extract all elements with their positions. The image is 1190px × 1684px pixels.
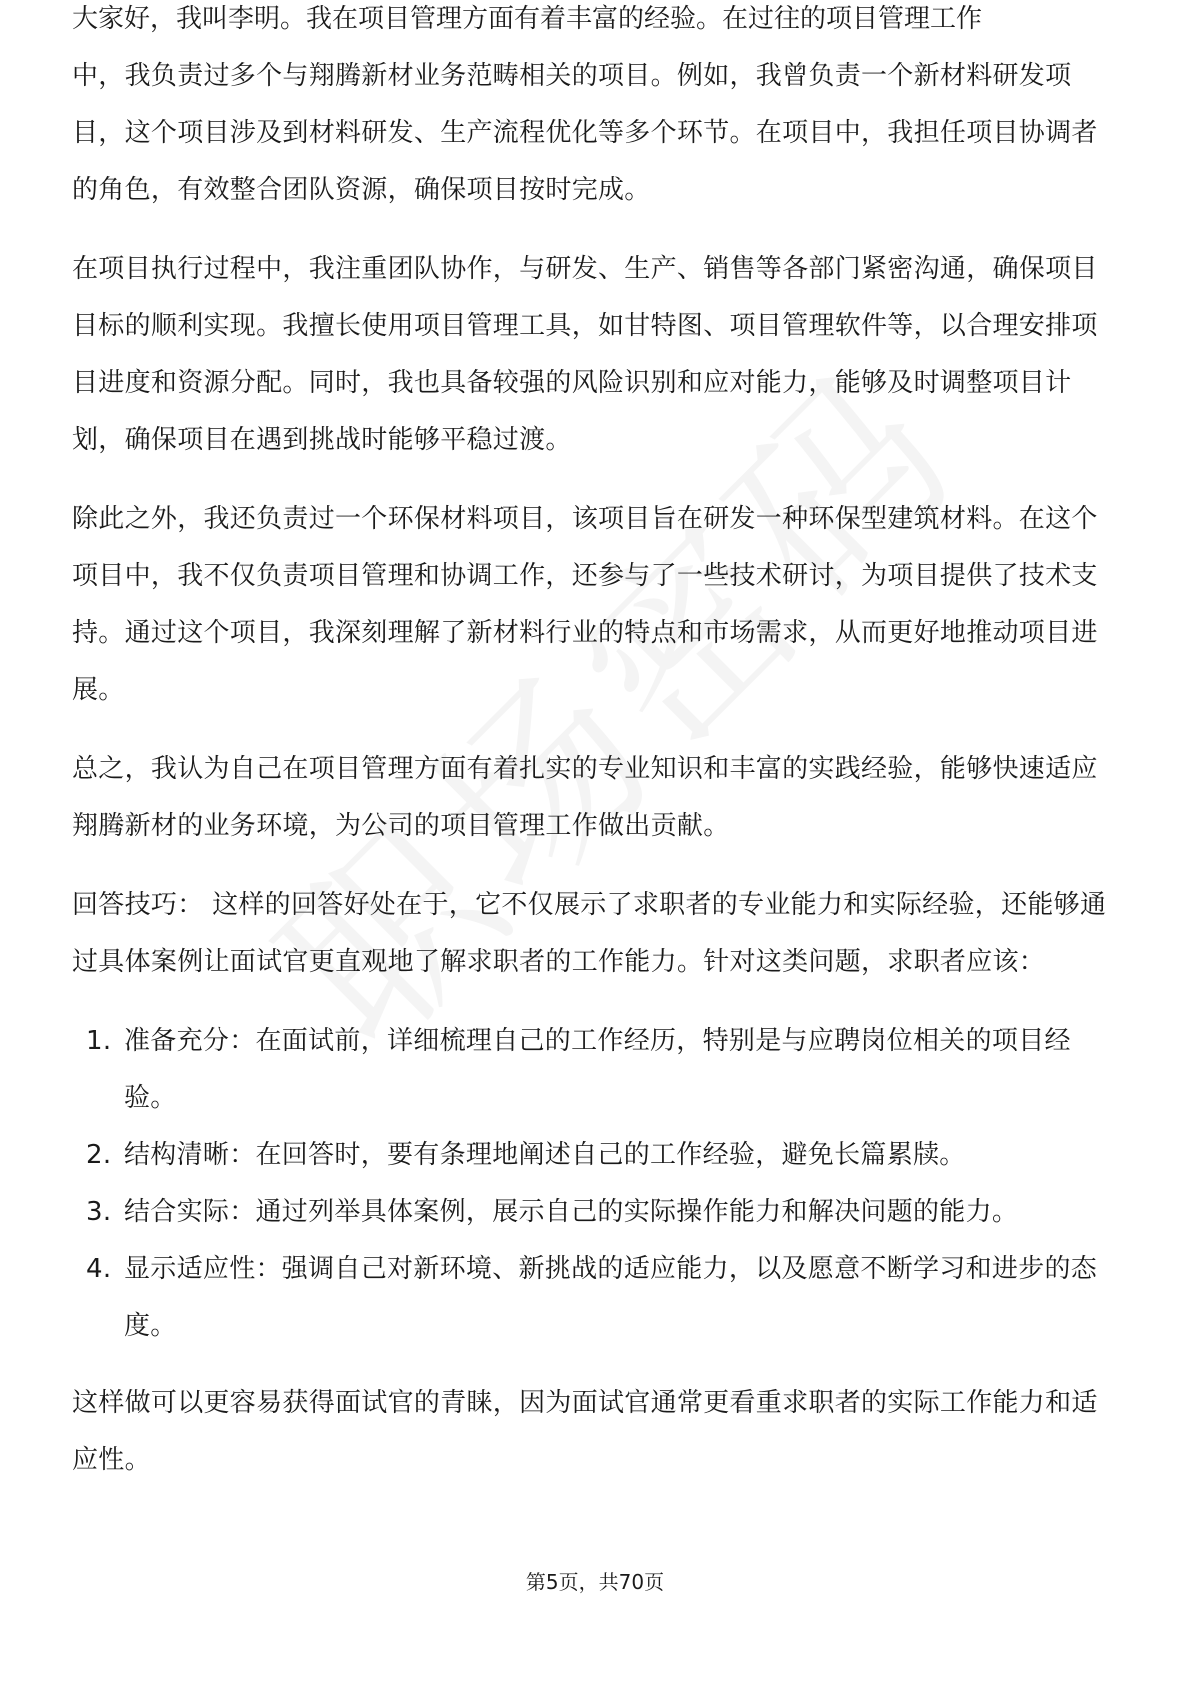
paragraph-closing: 这样做可以更容易获得面试官的青睐，因为面试官通常更看重求职者的实际工作能力和适应性。 [72, 1388, 1098, 1475]
list-item-number: 2. [86, 1140, 112, 1170]
list-item [72, 1127, 1120, 1184]
list-item-number: 3. [86, 1197, 112, 1227]
list-item-text: 显示适应性：强调自己对新环境、新挑战的适应能力，以及愿意不断学习和进步的态度。 [124, 1254, 1098, 1341]
list-item [72, 1241, 1120, 1355]
cut-off-top-line-text: 大家好，我叫李明。我在项目管理方面有着丰富的经验。在过往的项目管理工作 [72, 4, 983, 34]
paragraph-summary: 总之，我认为自己在项目管理方面有着扎实的专业知识和丰富的实践经验，能够快速适应翔腾新材的业务环境，为公司的项目管理工作做出贡献。 [72, 754, 1098, 841]
list-item-number: 4. [86, 1254, 112, 1284]
page-number: 第5页，共70页 [525, 1570, 665, 1594]
list-item [72, 1184, 1120, 1241]
list-item-text: 准备充分：在面试前，详细梳理自己的工作经历，特别是与应聘岗位相关的项目经验。 [124, 1026, 1071, 1113]
list-item-text: 结构清晰：在回答时，要有条理地阐述自己的工作经验，避免长篇累牍。 [124, 1140, 966, 1170]
tips-list [72, 1013, 1120, 1355]
paragraph-team-collaboration: 在项目执行过程中，我注重团队协作，与研发、生产、销售等各部门紧密沟通，确保项目目标的顺利实现。我擅长使用项目管理工具，如甘特图、项目管理软件等，以合理安排项目进度和资源分配。同时，我也具备较强的风险识别和应对能力，能够及时调整项目计划，确保项目在遇到挑战时能够平稳过渡。 [72, 254, 1098, 455]
paragraph-eco-material-project: 除此之外，我还负责过一个环保材料项目，该项目旨在研发一种环保型建筑材料。在这个项目中，我不仅负责项目管理和协调工作，还参与了一些技术研讨，为项目提供了技术支持。通过这个项目，我深刻理解了新材料行业的特点和市场需求，从而更好地推动项目进展。 [72, 504, 1098, 705]
page-content [72, 4, 1120, 1511]
paragraph-answer-tips: 回答技巧： 这样的回答好处在于，它不仅展示了求职者的专业能力和实际经验，还能够通过具体案例让面试官更直观地了解求职者的工作能力。针对这类问题，求职者应该： [72, 890, 1107, 977]
paragraph-project-experience: 中，我负责过多个与翔腾新材业务范畴相关的项目。例如，我曾负责一个新材料研发项目，这个项目涉及到材料研发、生产流程优化等多个环节。在项目中，我担任项目协调者的角色，有效整合团队资源，确保项目按时完成。 [72, 61, 1098, 205]
list-item-text: 结合实际：通过列举具体案例，展示自己的实际操作能力和解决问题的能力。 [124, 1197, 1019, 1227]
list-item-number: 1. [86, 1026, 112, 1056]
list-item [72, 1013, 1120, 1127]
cut-off-top-line [72, 4, 1120, 48]
